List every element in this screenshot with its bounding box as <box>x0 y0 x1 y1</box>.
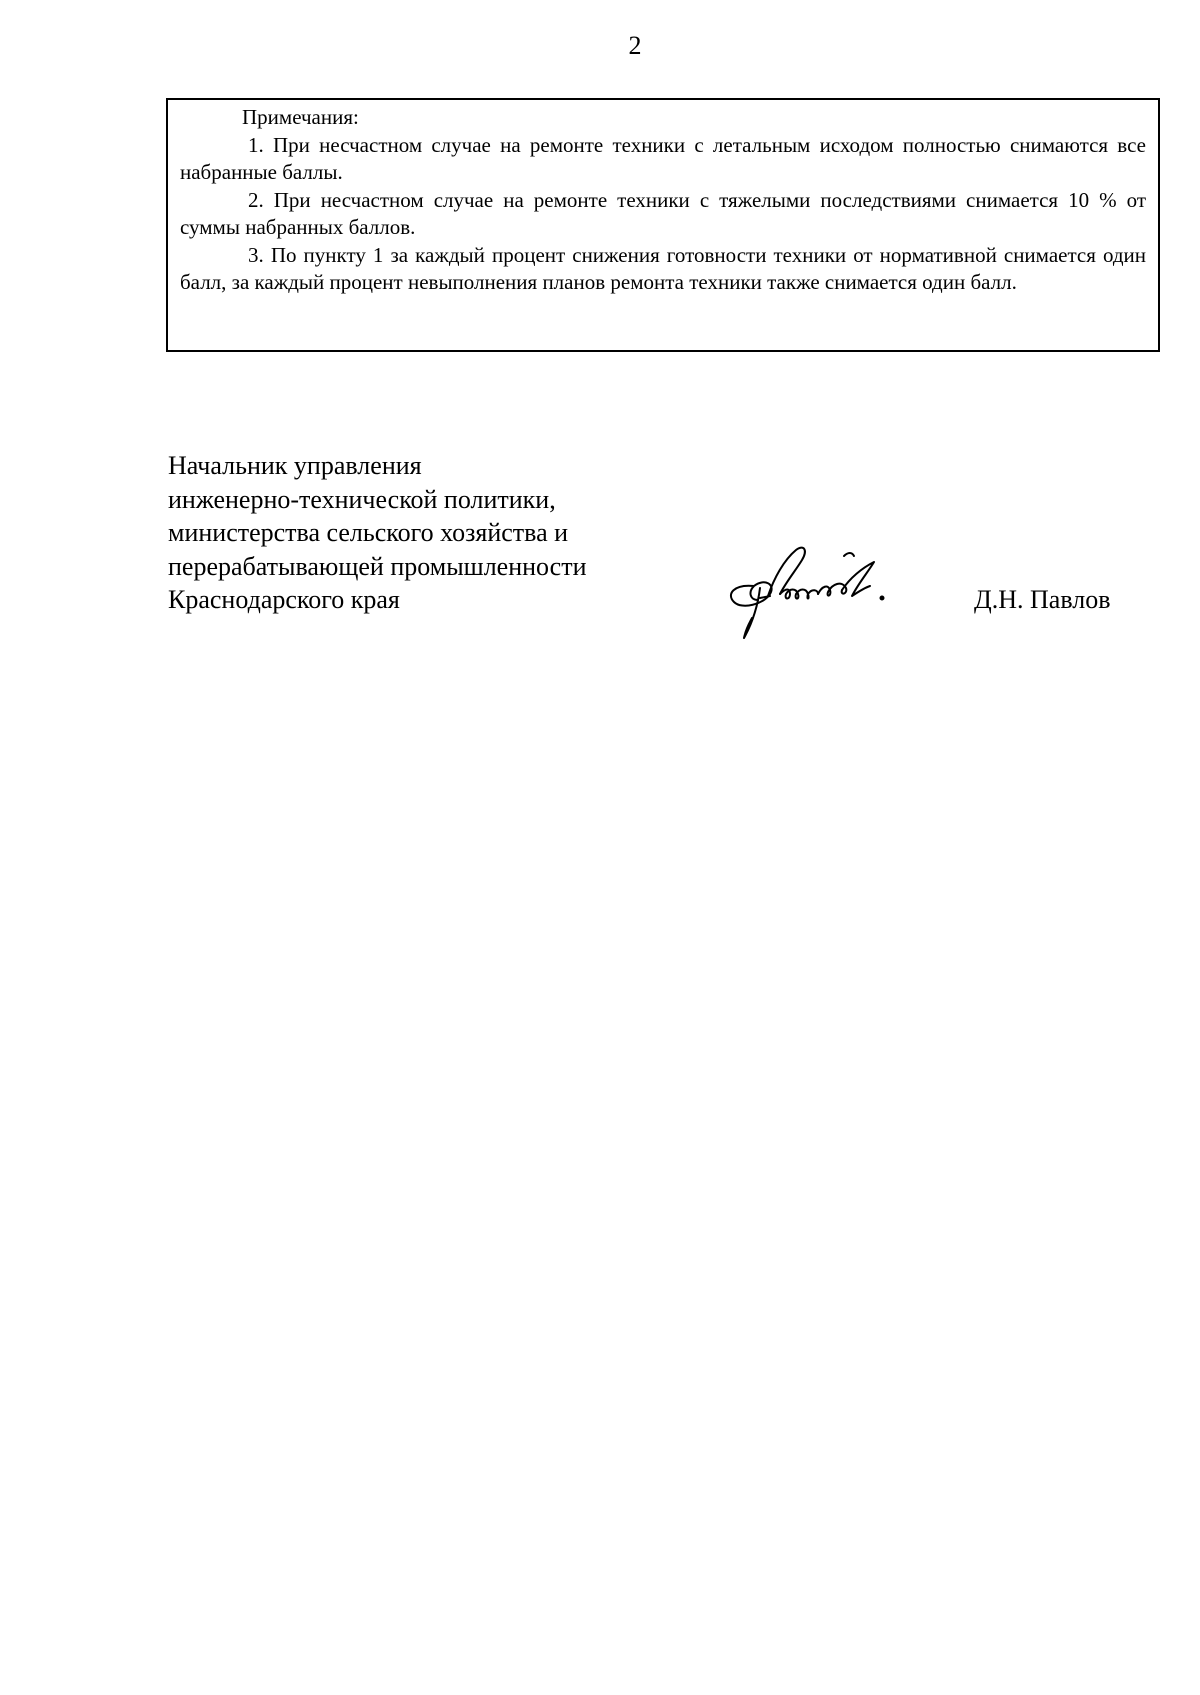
handwritten-signature <box>724 538 894 642</box>
position-line-1: Начальник управления <box>168 451 422 480</box>
note-item-1: 1. При несчастном случае на ремонте техники с летальным исходом полностью снимаются все набранные баллы. <box>180 132 1146 184</box>
note-item-3: 3. По пункту 1 за каждый процент снижения готовности техники от нормативной снимается один балл, за каждый процент невыполнения планов ремонта техники также снимается один балл. <box>180 242 1146 294</box>
note-item-2: 2. При несчастном случае на ремонте техники с тяжелыми последствиями снимается 10 % от суммы набранных баллов. <box>180 187 1146 239</box>
notes-box <box>166 98 1160 352</box>
notes-heading: Примечания: <box>242 105 359 129</box>
position-line-5: Краснодарского края <box>168 585 400 614</box>
signatory-position <box>168 449 587 617</box>
position-line-2: инженерно-технической политики, <box>168 484 556 514</box>
position-line-3: министерства сельского хозяйства и <box>168 518 569 547</box>
page-number: 2 <box>628 31 642 60</box>
position-line-4: перерабатывающей промышленности <box>168 551 587 581</box>
signer-name: Д.Н. Павлов <box>974 585 1111 614</box>
